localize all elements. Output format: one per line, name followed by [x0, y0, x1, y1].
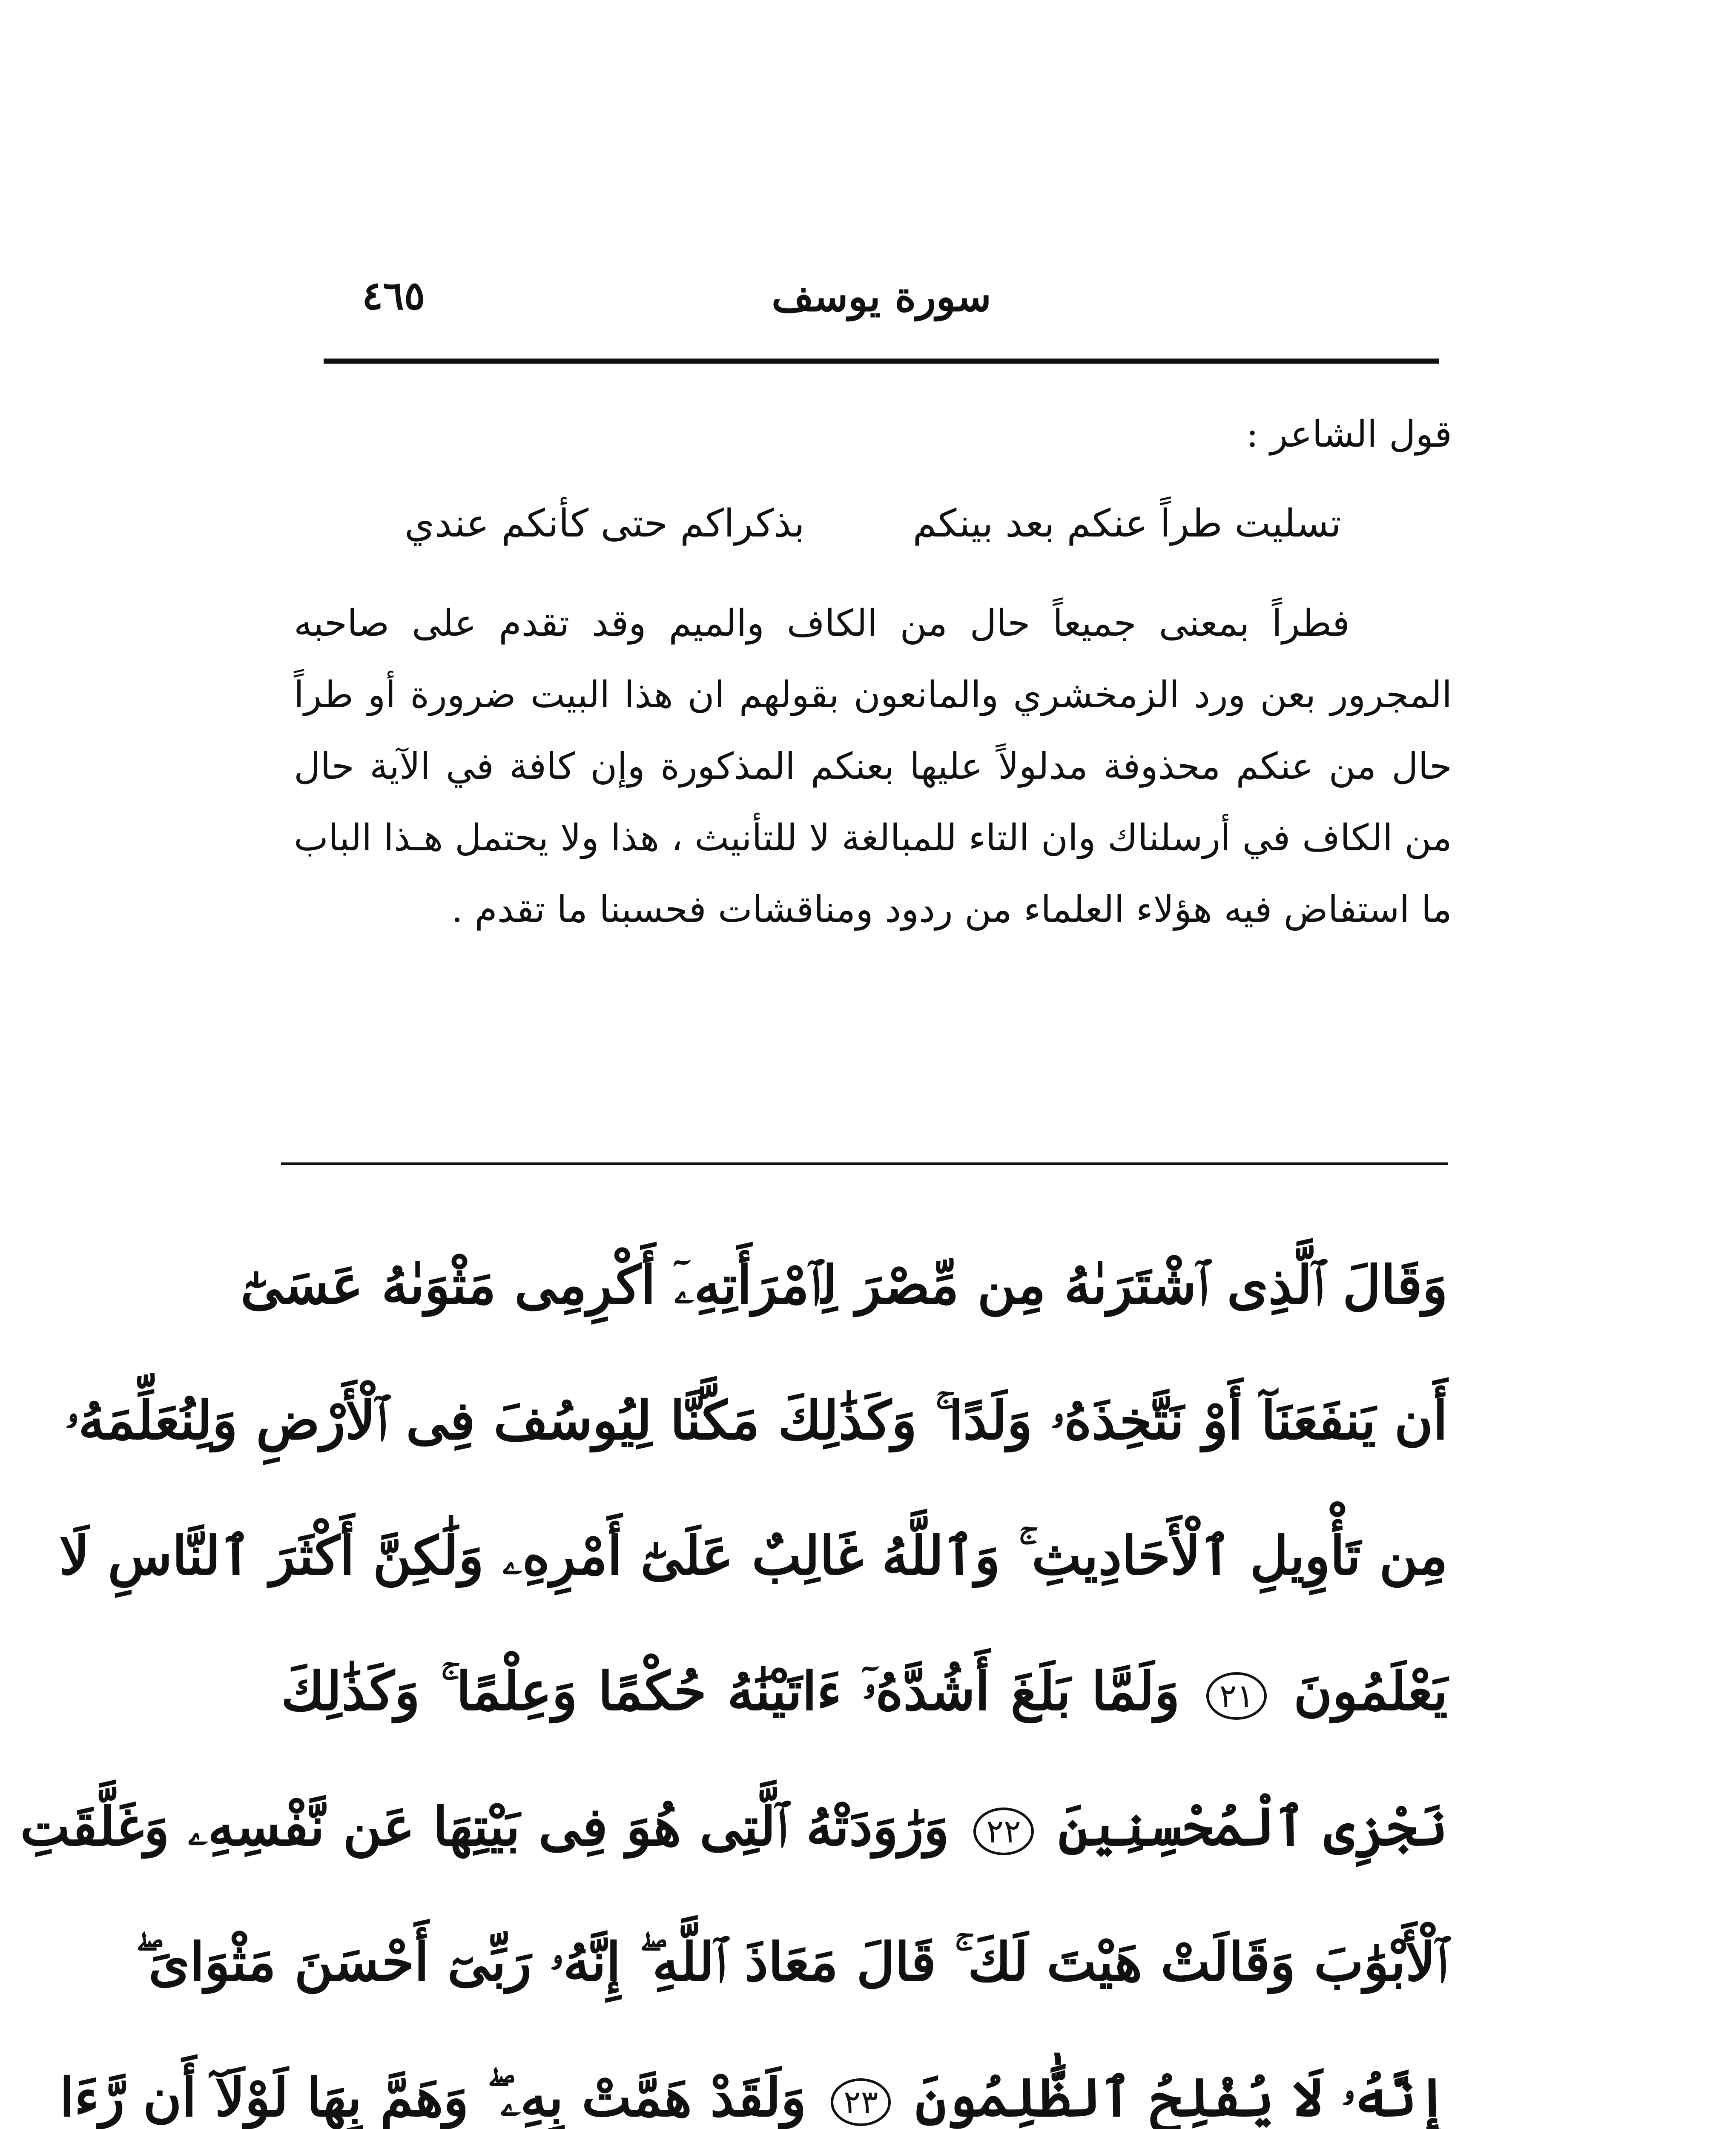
section-divider	[281, 1162, 1448, 1165]
quran-line	[281, 1624, 1448, 1759]
quran-line	[240, 1218, 1448, 1353]
commentary-section	[294, 400, 1452, 945]
quran-line	[60, 2030, 1448, 2129]
quran-segment: أَن يَنفَعَنَآ أَوْ نَتَّخِذَهُۥ وَلَدًا ۚ وَكَذَٰلِكَ مَكَّنَّا لِيُوسُفَ فِى ٱلْأَرْضِ وَلِنُعَلِّمَهُۥ	[65, 1390, 1448, 1452]
quran-line	[20, 1759, 1448, 1895]
quran-segment: نَجْزِى ٱلْمُحْسِنِينَ	[1058, 1796, 1448, 1858]
verse-first-hemistich: تسليت طراً عنكم بعد بينكم	[912, 501, 1341, 546]
header-divider	[324, 359, 1439, 364]
ayah-number-marker: ٢٢	[973, 1808, 1034, 1855]
quran-text	[20, 1218, 1448, 2129]
commentary-intro: قول الشاعر :	[1246, 413, 1452, 456]
verse-second-hemistich: بذكراكم حتى كأنكم عندي	[405, 501, 805, 546]
ayah-number-marker: ٢١	[1206, 1672, 1267, 1720]
quran-segment: مِن تَأْوِيلِ ٱلْأَحَادِيثِ ۚ وَٱللَّهُ غَالِبٌ عَلَىٰٓ أَمْرِهِۦ وَلَٰكِنَّ أَكْثَرَ ٱلنَّاسِ لَا	[59, 1525, 1448, 1587]
quran-segment: ٱلْأَبْوَٰبَ وَقَالَتْ هَيْتَ لَكَ ۚ قَالَ مَعَاذَ ٱللَّهِ ۖ إِنَّهُۥ رَبِّىٓ أَحْسَنَ مَثْوَاىَ ۖ	[135, 1931, 1448, 1993]
quran-line	[135, 1895, 1448, 2030]
quran-segment: وَلَقَدْ هَمَّتْ بِهِۦ ۖ وَهَمَّ بِهَا لَوْلَآ أَن رَّءَا	[60, 2067, 806, 2129]
quran-segment: وَلَمَّا بَلَغَ أَشُدَّهُۥٓ ءَاتَيْنَٰهُ حُكْمًا وَعِلْمًا ۚ وَكَذَٰلِكَ	[281, 1661, 1180, 1722]
quran-segment: إِنَّهُۥ لَا يُفْلِحُ ٱلظَّٰلِمُونَ	[915, 2067, 1448, 2129]
ayah-number-marker: ٢٣	[831, 2078, 891, 2126]
page-number: ٤٦٥	[362, 273, 425, 318]
quran-line	[65, 1353, 1448, 1489]
quran-segment: يَعْلَمُونَ	[1293, 1661, 1448, 1722]
page-header	[324, 255, 1439, 341]
commentary-paragraph: فطراً بمعنى جميعاً حال من الكاف والميم وقد تقدم على صاحبه المجرور بعن ورد الزمخشري والمانعون بقولهم ان هذا البيت ضرورة أو طراً حال من عنكم محذوفة مدلولاً عليها بعنكم المذكورة وإن كافة في الآية حال من الكاف في أرسلناك وان التاء للمبالغة لا للتأنيث ، هذا ولا يحتمل هـذا الباب ما استفاض فيه هؤلاء العلماء من ردود ومناقشات فحسبنا ما تقدم .	[294, 602, 1452, 931]
surah-title: سورة يوسف	[771, 273, 992, 321]
quran-segment: وَرَٰوَدَتْهُ ٱلَّتِى هُوَ فِى بَيْتِهَا عَن نَّفْسِهِۦ وَغَلَّقَتِ	[20, 1796, 949, 1858]
quran-line	[59, 1489, 1448, 1624]
quran-segment: وَقَالَ ٱلَّذِى ٱشْتَرَىٰهُ مِن مِّصْرَ لِٱمْرَأَتِهِۦٓ أَكْرِمِى مَثْوَىٰهُ عَسَىٰٓ	[240, 1254, 1448, 1316]
poetry-verse	[405, 485, 1341, 562]
